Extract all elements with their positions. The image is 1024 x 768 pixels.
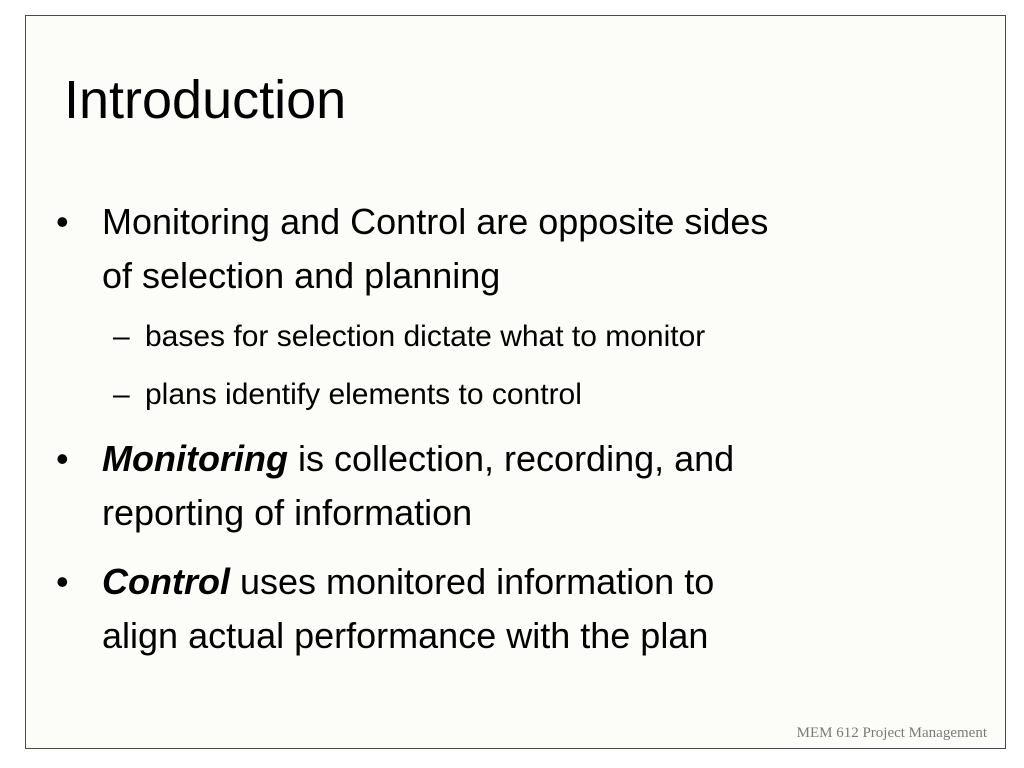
bullet-text-rest: uses monitored information to: [229, 561, 715, 602]
bullet-text-line: align actual performance with the plan: [102, 615, 709, 656]
bullet-text-line: of selection and planning: [102, 255, 501, 296]
sub-bullet-text: bases for selection dictate what to monitor: [145, 320, 706, 353]
sub-bullet-marker: –: [113, 378, 130, 411]
bullet-text-line: Monitoring and Control are opposite sides: [102, 201, 769, 242]
slide-content: [26, 16, 1005, 748]
sub-bullet-marker: –: [113, 320, 130, 353]
bullet-term: Control: [102, 561, 230, 602]
bullet-text-line: [102, 432, 962, 486]
bullet-text-line: reporting of information: [102, 492, 473, 533]
bullet-text-line: [102, 555, 962, 609]
bullet-marker: •: [56, 561, 69, 602]
bullet-text-rest: is collection, recording, and: [287, 438, 735, 479]
bullet-marker: •: [56, 438, 69, 479]
sub-bullet-text: plans identify elements to control: [145, 378, 582, 411]
slide-footer: MEM 612 Project Management: [796, 725, 987, 741]
bullet-term: Monitoring: [102, 438, 288, 479]
slide-title: Introduction: [64, 70, 347, 130]
slide: [25, 15, 1006, 749]
bullet-marker: •: [56, 201, 69, 242]
